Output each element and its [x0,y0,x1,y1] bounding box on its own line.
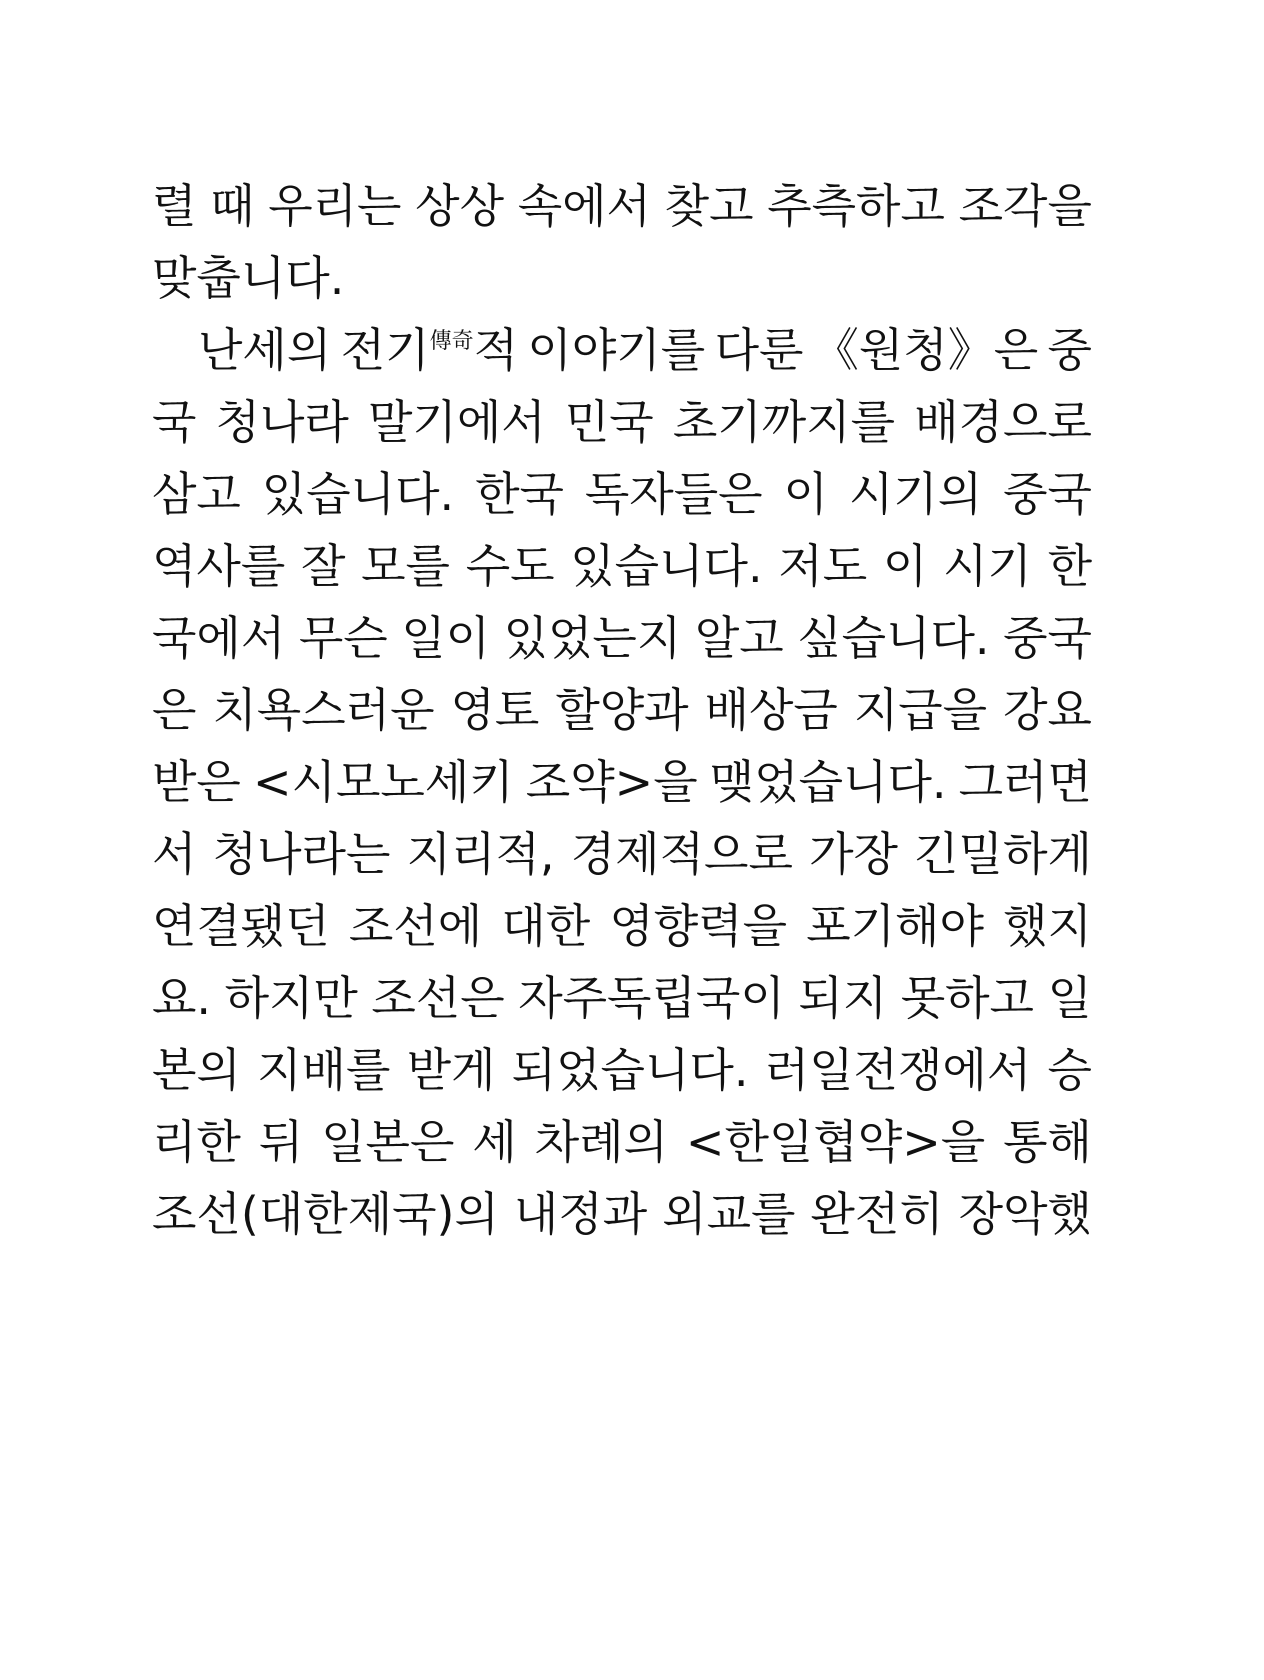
word: 다룬 [714,323,804,377]
body-text [152,170,1092,1250]
word: 국 [152,395,197,449]
word: 차례의 [534,1115,668,1169]
word: 외교를 [662,1187,796,1241]
text-line [152,962,1092,1034]
text-line [152,458,1092,530]
word: 맺었습니다. [709,755,947,809]
word: 상상 [415,179,505,233]
word: 경제적으로 [570,827,793,881]
word: 일이 [401,611,491,665]
text-line [152,1106,1092,1178]
word: 못하고 [900,971,1034,1025]
word: 하지만 [224,971,358,1025]
word: 한 [1047,539,1092,593]
word: 청나라 [215,395,349,449]
hanja-annotation: 傳奇 [429,329,474,354]
word: 있었는지 [503,611,682,665]
word: 속에서 [517,179,651,233]
text-line [152,818,1092,890]
word: 난세의 [198,323,332,377]
text-line [152,1178,1092,1250]
word: 추측하고 [767,179,945,233]
word: 있습니다. [261,467,455,521]
word: 조선은 [371,971,505,1025]
word: 알고 [694,611,784,665]
word: 리한 [152,1115,241,1169]
word: 연결됐던 [152,899,330,953]
text-line [152,314,1092,386]
text-line [152,1034,1092,1106]
text-line [152,242,1092,314]
word: 때 [210,179,255,233]
word: 청나라는 [212,827,391,881]
word: 국에서 [152,611,286,665]
word: 전기$^{傳奇}$적 [340,323,519,377]
text-line [152,746,1092,818]
word: 이 [783,467,828,521]
word: 시기의 [848,467,983,521]
word: 저도 [778,539,868,593]
word: 되지 [798,971,888,1025]
word: <시모노세키 [252,755,514,809]
word: 잘 [301,539,346,593]
word: 강요 [1003,683,1092,737]
word: 무슨 [298,611,388,665]
text-line [152,386,1092,458]
word: 중국 [1003,467,1092,521]
word: 한국 [475,467,564,521]
word: 장악했 [958,1187,1092,1241]
word: 가장 [809,827,898,881]
text-line [152,602,1092,674]
word: 긴밀하게 [914,827,1092,881]
word: 우리는 [268,179,402,233]
word: 찾고 [664,179,754,233]
word: 조약>을 [525,755,698,809]
word: 말기에서 [368,395,546,449]
word: 지리적, [406,827,555,881]
word: 《원청》은 [812,323,1039,377]
word: 치욕스러운 [212,683,435,737]
word: 일본은 [321,1115,455,1169]
word: 중국 [1003,611,1092,665]
word: 되었습니다. [511,1043,749,1097]
word: 했지 [1003,899,1092,953]
text-line [152,674,1092,746]
word: 할양과 [555,683,689,737]
word: 삼고 [152,467,241,521]
word: 배상금 [704,683,838,737]
word: 조선에 [348,899,483,953]
word: 요. [152,971,212,1025]
word: 이야기를 [527,323,706,377]
word: 은 [152,683,197,737]
word: 역사를 [152,539,286,593]
word: 본의 [152,1043,241,1097]
word: 초기까지를 [672,395,896,449]
word: 모를 [361,539,450,593]
text-line [152,890,1092,962]
word: 싶습니다. [797,611,990,665]
word: 영향력을 [609,899,788,953]
word: 일 [1047,971,1092,1025]
word: 배경으로 [914,395,1092,449]
word: 시기 [943,539,1032,593]
word: <한일협약>을 [685,1115,986,1169]
word: 받은 [152,755,241,809]
word: 대한 [501,899,591,953]
word: 맞춥니다. [152,251,345,305]
word: 완전히 [810,1187,944,1241]
word: 조선(대한제국)의 [152,1187,499,1241]
word: 렬 [152,179,197,233]
text-line [152,170,1092,242]
word: 지급을 [853,683,988,737]
word: 받게 [406,1043,496,1097]
word: 자주독립국이 [518,971,785,1025]
word: 러일전쟁에서 [764,1043,1032,1097]
word: 조각을 [958,179,1092,233]
word: 있습니다. [570,539,763,593]
word: 통해 [1003,1115,1092,1169]
word: 지배를 [257,1043,391,1097]
word: 민국 [564,395,654,449]
word: 포기해야 [806,899,984,953]
word: 내정과 [513,1187,648,1241]
word: 세 [472,1115,517,1169]
word: 뒤 [258,1115,304,1169]
word: 영토 [450,683,540,737]
word: 중 [1047,323,1092,377]
text-line [152,530,1092,602]
word: 이 [882,539,928,593]
word: 그러면 [958,755,1092,809]
word: 독자들은 [584,467,763,521]
word: 승 [1047,1043,1092,1097]
word: 수도 [465,539,555,593]
word: 서 [152,827,197,881]
